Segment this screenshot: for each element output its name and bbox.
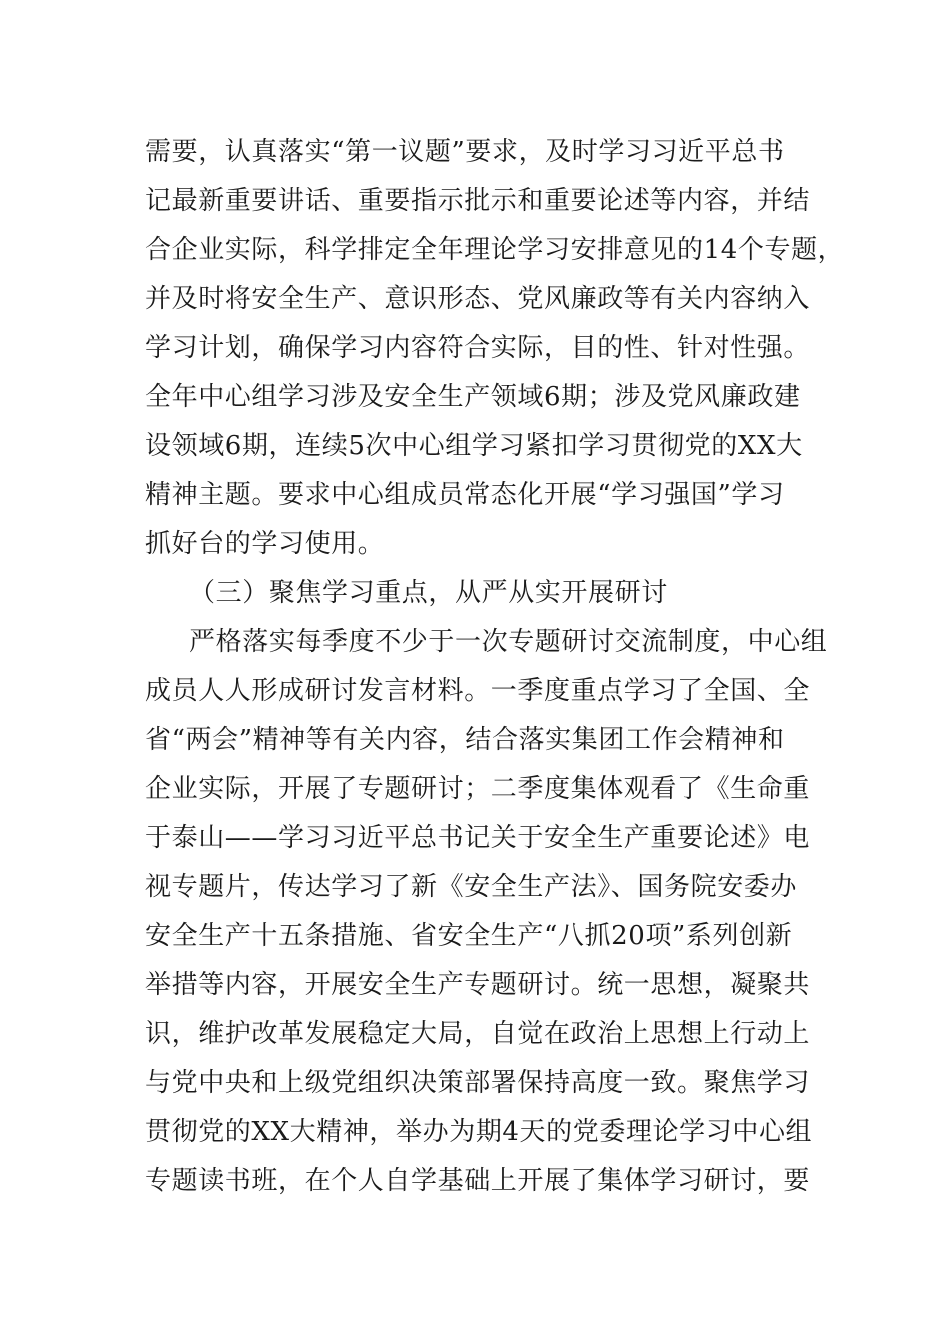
text-line: 成员人人形成研讨发言材料。一季度重点学习了全国、全	[145, 676, 811, 706]
text-line: 视专题片，传达学习了新《安全生产法》、国务院安委办	[145, 872, 798, 902]
text-line: 记最新重要讲话、重要指示批示和重要论述等内容，并结	[145, 186, 811, 216]
text-line: 企业实际，开展了专题研讨；二季度集体观看了《生命重	[145, 774, 811, 804]
text-line: 设领域6期，连续5次中心组学习紧扣学习贯彻党的XX大	[145, 431, 803, 461]
section-heading: （三）聚焦学习重点，从严从实开展研讨	[189, 578, 668, 608]
text-line: 于泰山——学习习近平总书记关于安全生产重要论述》电	[145, 823, 811, 853]
text-line: 贯彻党的XX大精神，举办为期4天的党委理论学习中心组	[145, 1117, 813, 1147]
text-line: 学习计划，确保学习内容符合实际，目的性、针对性强。	[145, 333, 811, 363]
text-line: 合企业实际，科学排定全年理论学习安排意见的14个专题，	[145, 235, 845, 265]
text-line: 识，维护改革发展稳定大局，自觉在政治上思想上行动上	[145, 1019, 811, 1049]
text-line: 安全生产十五条措施、省安全生产“八抓20项”系列创新	[145, 921, 793, 951]
text-line: 与党中央和上级党组织决策部署保持高度一致。聚焦学习	[145, 1068, 811, 1098]
text-line: 举措等内容，开展安全生产专题研讨。统一思想，凝聚共	[145, 970, 811, 1000]
text-line: 省“两会”精神等有关内容，结合落实集团工作会精神和	[145, 725, 785, 755]
text-line: 抓好台的学习使用。	[145, 529, 385, 559]
text-line: 需要，认真落实“第一议题”要求，及时学习习近平总书	[145, 137, 785, 167]
text-line: 严格落实每季度不少于一次专题研讨交流制度，中心组	[189, 627, 828, 657]
text-line: 专题读书班，在个人自学基础上开展了集体学习研讨，要	[145, 1166, 811, 1196]
text-line: 全年中心组学习涉及安全生产领域6期；涉及党风廉政建	[145, 382, 801, 412]
text-line: 精神主题。要求中心组成员常态化开展“学习强国”学习	[145, 480, 785, 510]
text-line: 并及时将安全生产、意识形态、党风廉政等有关内容纳入	[145, 284, 811, 314]
